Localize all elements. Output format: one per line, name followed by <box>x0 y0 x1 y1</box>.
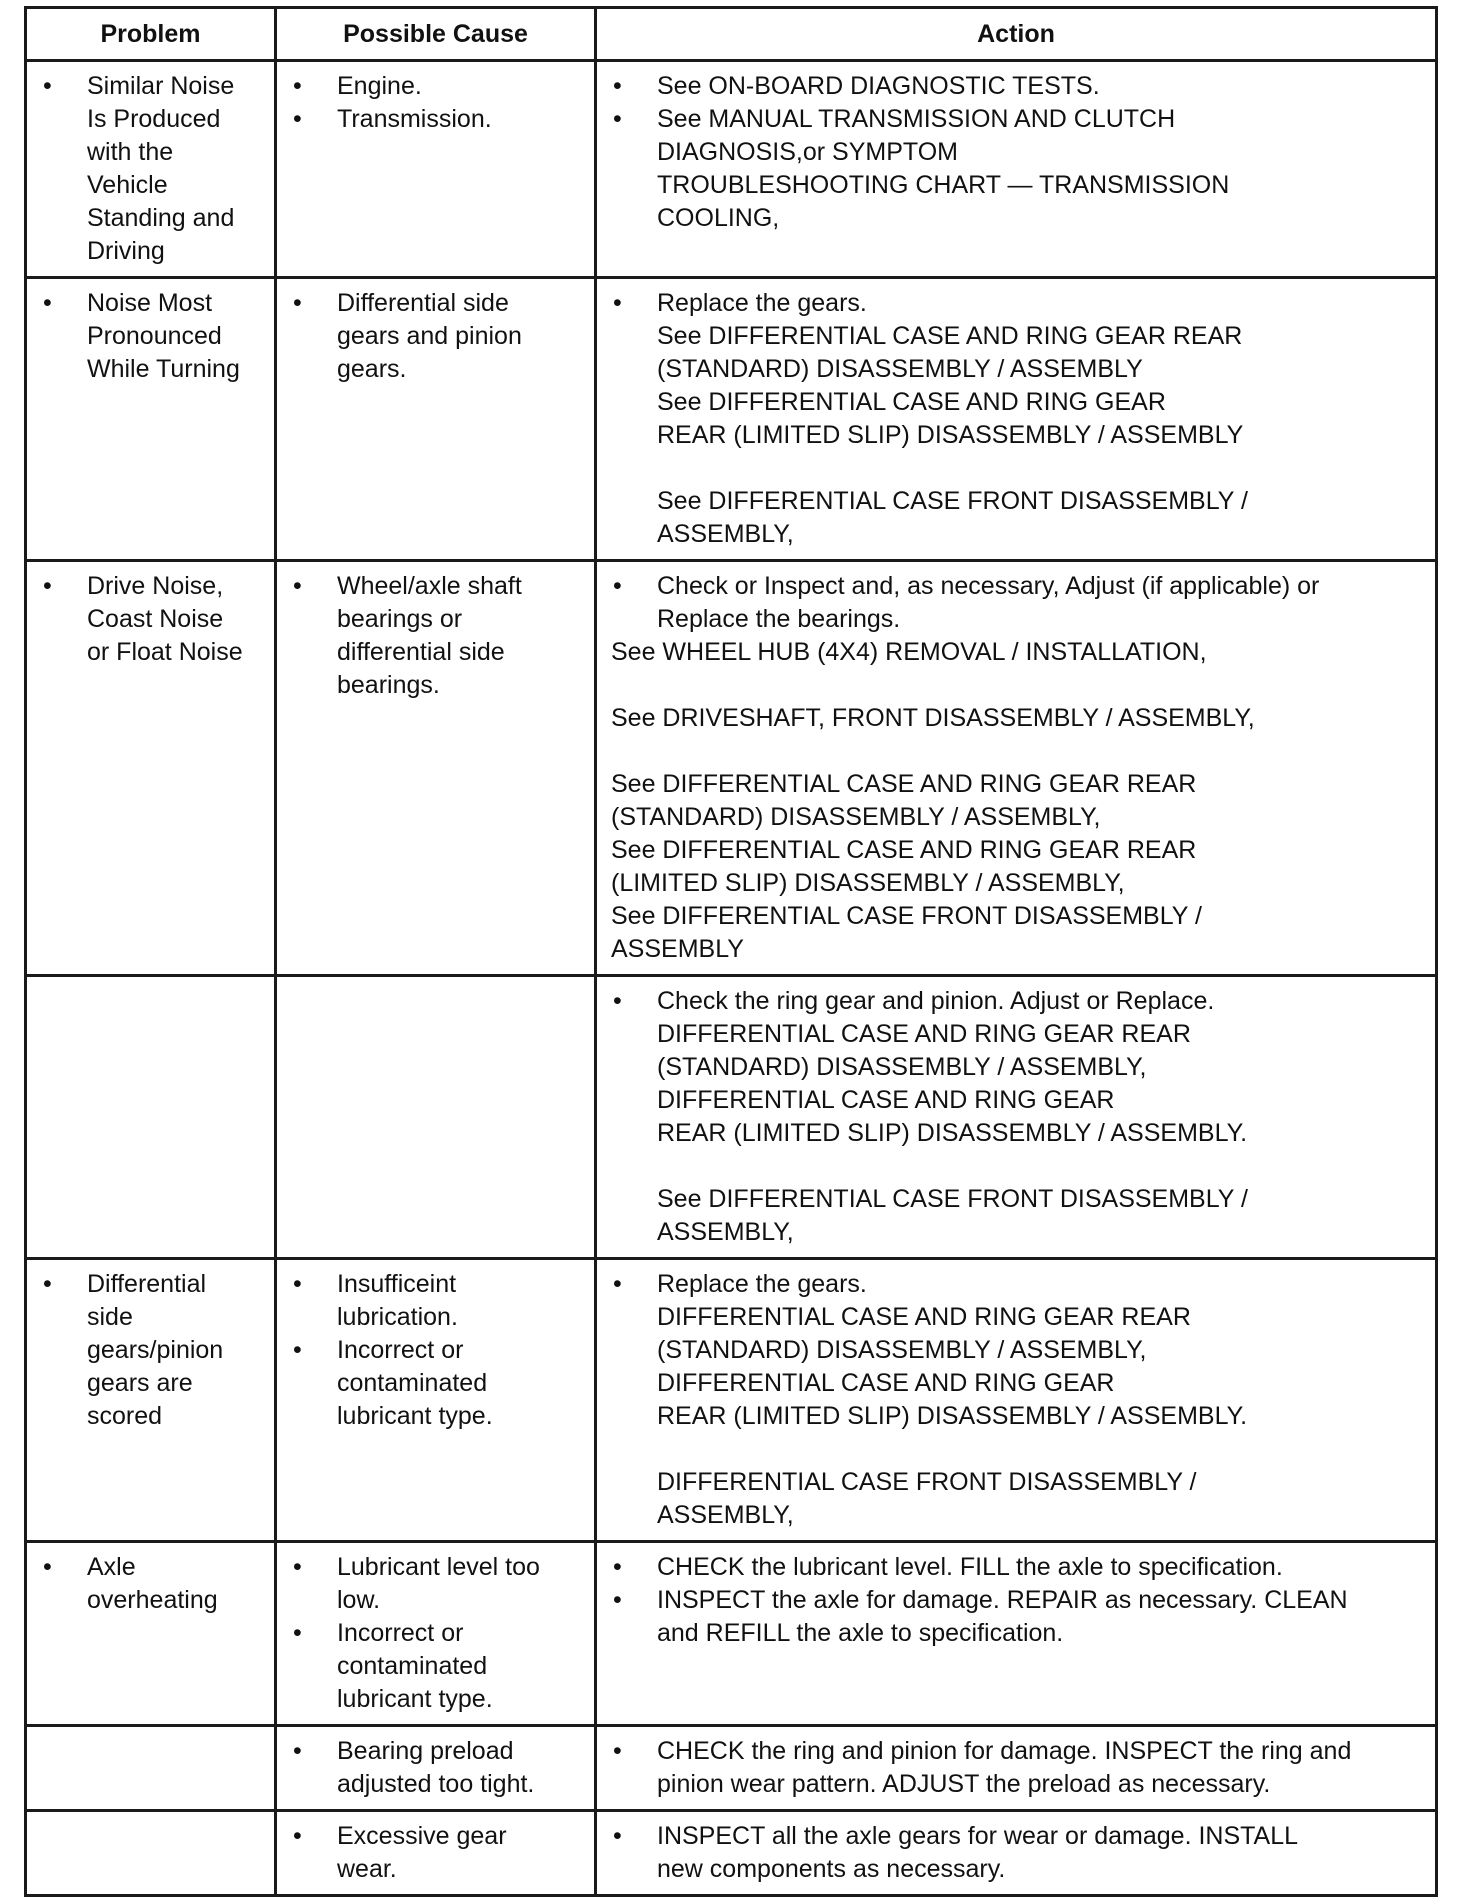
cause-list <box>285 570 588 702</box>
problem-list <box>35 287 268 386</box>
header-row <box>26 8 1437 61</box>
action-cell <box>596 61 1437 278</box>
table-row <box>26 61 1437 278</box>
action-item: • Check the ring gear and pinion. Adjust or Replace. <box>605 985 1429 1018</box>
cause-item: • Differential side gears and pinion gears. <box>285 287 588 386</box>
cause-item: • Insufficeint lubrication. <box>285 1268 588 1334</box>
cause-list <box>285 70 588 136</box>
cause-item: • Engine. <box>285 70 588 103</box>
action-cell <box>596 976 1437 1259</box>
problem-item: • Similar Noise Is Produced with the Vehicle Standing and Driving <box>35 70 268 268</box>
problem-cell <box>26 1811 276 1896</box>
problem-item: • Axle overheating <box>35 1551 268 1617</box>
problem-item: • Differential side gears/pinion gears are scored <box>35 1268 268 1433</box>
problem-list <box>35 1268 268 1433</box>
table-row <box>26 561 1437 976</box>
action-list <box>605 985 1429 1018</box>
action-item: • See ON-BOARD DIAGNOSTIC TESTS. <box>605 70 1429 103</box>
diagnosis-table <box>24 6 1438 1897</box>
possible-cause-cell <box>276 1726 596 1811</box>
problem-item: • Noise Most Pronounced While Turning <box>35 287 268 386</box>
action-item: • CHECK the lubricant level. FILL the axle to specification. <box>605 1551 1429 1584</box>
action-reference: See DIFFERENTIAL CASE AND RING GEAR REAR (STANDARD) DISASSEMBLY / ASSEMBLY, See DIFFERENTIAL CASE AND RING GEAR REAR (LIMITED SLIP) DISASSEMBLY / ASSEMBLY, See DIFFERENTIAL CASE FRONT DISASSEMBLY / ASSEMBLY <box>611 770 1202 963</box>
problem-cell <box>26 278 276 561</box>
table-row <box>26 1259 1437 1542</box>
problem-cell <box>26 1259 276 1542</box>
cause-item: • Bearing preload adjusted too tight. <box>285 1735 588 1801</box>
action-item: • Replace the gears. <box>605 287 1429 320</box>
table-row <box>26 1542 1437 1726</box>
action-item: • INSPECT the axle for damage. REPAIR as necessary. CLEAN and REFILL the axle to specification. <box>605 1584 1429 1650</box>
action-list <box>605 1735 1429 1801</box>
possible-cause-cell <box>276 1811 596 1896</box>
table-body <box>26 61 1437 1896</box>
action-cell <box>596 1542 1437 1726</box>
problem-list <box>35 1551 268 1617</box>
action-cell <box>596 278 1437 561</box>
action-list <box>605 570 1429 636</box>
problem-cell <box>26 1726 276 1811</box>
problem-cell <box>26 1542 276 1726</box>
spacer <box>605 1150 1429 1183</box>
cause-item: • Incorrect or contaminated lubricant type. <box>285 1334 588 1433</box>
action-reference: DIFFERENTIAL CASE AND RING GEAR REAR (STANDARD) DISASSEMBLY / ASSEMBLY, DIFFERENTIAL CASE AND RING GEAR REAR (LIMITED SLIP) DISASSEMBLY / ASSEMBLY. <box>657 1020 1248 1147</box>
action-cell <box>596 1726 1437 1811</box>
table-row <box>26 1811 1437 1896</box>
header-possible-cause: Possible Cause <box>276 8 596 61</box>
table-row <box>26 278 1437 561</box>
action-item: • Check or Inspect and, as necessary, Adjust (if applicable) or Replace the bearings. <box>605 570 1429 636</box>
action-list <box>605 70 1429 235</box>
problem-list <box>35 70 268 268</box>
problem-cell <box>26 976 276 1259</box>
possible-cause-cell <box>276 561 596 976</box>
action-cell <box>596 1811 1437 1896</box>
action-reference: DIFFERENTIAL CASE FRONT DISASSEMBLY / ASSEMBLY, <box>657 1468 1197 1529</box>
possible-cause-cell <box>276 61 596 278</box>
header-problem: Problem <box>26 8 276 61</box>
action-item: • CHECK the ring and pinion for damage. INSPECT the ring and pinion wear pattern. ADJUST the preload as necessary. <box>605 1735 1429 1801</box>
action-item: • Replace the gears. <box>605 1268 1429 1301</box>
action-reference: See DIFFERENTIAL CASE FRONT DISASSEMBLY / ASSEMBLY, <box>657 487 1248 548</box>
spacer <box>605 669 1429 702</box>
action-reference: See DIFFERENTIAL CASE AND RING GEAR REAR (STANDARD) DISASSEMBLY / ASSEMBLY <box>657 322 1243 383</box>
possible-cause-cell <box>276 278 596 561</box>
cause-list <box>285 287 588 386</box>
cause-list <box>285 1735 588 1801</box>
action-reference: See DIFFERENTIAL CASE FRONT DISASSEMBLY / ASSEMBLY, <box>657 1185 1248 1246</box>
cause-item: • Wheel/axle shaft bearings or differential side bearings. <box>285 570 588 702</box>
cause-item: • Incorrect or contaminated lubricant type. <box>285 1617 588 1716</box>
cause-item: • Excessive gear wear. <box>285 1820 588 1886</box>
problem-cell <box>26 61 276 278</box>
possible-cause-cell <box>276 976 596 1259</box>
table-row <box>26 976 1437 1259</box>
problem-item: • Drive Noise, Coast Noise or Float Noise <box>35 570 268 669</box>
action-list <box>605 1820 1429 1886</box>
action-reference: See DIFFERENTIAL CASE AND RING GEAR REAR (LIMITED SLIP) DISASSEMBLY / ASSEMBLY <box>657 388 1244 449</box>
cause-list <box>285 1551 588 1716</box>
cause-item: • Lubricant level too low. <box>285 1551 588 1617</box>
table-row <box>26 1726 1437 1811</box>
possible-cause-cell <box>276 1259 596 1542</box>
action-reference: See DRIVESHAFT, FRONT DISASSEMBLY / ASSEMBLY, <box>611 704 1255 732</box>
problem-list <box>35 570 268 669</box>
action-list <box>605 287 1429 320</box>
action-reference: See WHEEL HUB (4X4) REMOVAL / INSTALLATION, <box>611 638 1207 666</box>
header-action: Action <box>596 8 1437 61</box>
cause-list <box>285 1820 588 1886</box>
spacer <box>605 735 1429 768</box>
problem-cell <box>26 561 276 976</box>
action-list <box>605 1551 1429 1650</box>
action-item: • INSPECT all the axle gears for wear or damage. INSTALL new components as necessary. <box>605 1820 1429 1886</box>
cause-list <box>285 1268 588 1433</box>
action-cell <box>596 1259 1437 1542</box>
action-list <box>605 1268 1429 1301</box>
action-reference: DIFFERENTIAL CASE AND RING GEAR REAR (STANDARD) DISASSEMBLY / ASSEMBLY, DIFFERENTIAL CASE AND RING GEAR REAR (LIMITED SLIP) DISASSEMBLY / ASSEMBLY. <box>657 1303 1248 1430</box>
possible-cause-cell <box>276 1542 596 1726</box>
spacer <box>605 1433 1429 1466</box>
action-item: • See MANUAL TRANSMISSION AND CLUTCH DIAGNOSIS,or SYMPTOM TROUBLESHOOTING CHART — TRANSMISSION COOLING, <box>605 103 1429 235</box>
action-cell <box>596 561 1437 976</box>
spacer <box>605 452 1429 485</box>
cause-item: • Transmission. <box>285 103 588 136</box>
